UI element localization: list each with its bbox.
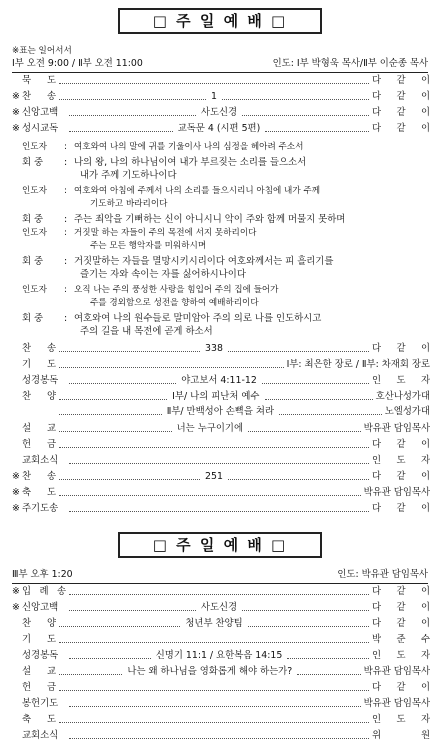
label-part: 같 [396, 586, 406, 598]
order-label [22, 682, 56, 693]
reading-text: 거짓말 하는 자들이 주의 목전에 서지 못하리이다 [74, 228, 257, 238]
label-part: 금 [46, 682, 56, 694]
order-performer: 박유관 담임목사 [363, 666, 430, 678]
order-row [12, 358, 430, 372]
order-performer [372, 634, 430, 645]
reading-speaker: 인도자 [22, 142, 47, 152]
order-detail: 야고보서 4:11-12 [181, 375, 257, 387]
label-part: 헌 [22, 682, 32, 694]
label-part: 인 [372, 650, 382, 662]
reading-speaker: 회 중 [22, 256, 44, 267]
dot-leader [59, 399, 167, 400]
label-part: 다 [372, 439, 382, 451]
label-part: 찬 [22, 91, 32, 103]
leader-dots [56, 423, 364, 434]
label-part: 이 [420, 503, 430, 515]
order-performer [372, 343, 430, 354]
order-detail: 너는 누구이기에 [176, 423, 243, 435]
label-part: 도 [396, 714, 406, 726]
label-part: 다 [372, 123, 382, 135]
label-part: 기 [22, 359, 32, 371]
label-part: 같 [396, 618, 406, 630]
label-part: 송 [46, 343, 56, 355]
order-performer: Ⅰ부: 최은한 장로 / Ⅱ부: 차재회 장로 [286, 359, 430, 371]
label-part: 다 [372, 343, 382, 355]
order-performer: 박유관 담임목사 [363, 698, 430, 710]
leader-dots [56, 471, 372, 482]
label-part: 다 [372, 618, 382, 630]
reading-colon: : [64, 313, 68, 324]
order-detail: 청년부 찬양팀 [185, 618, 243, 630]
order-detail: 사도신경 [200, 602, 238, 614]
order-row [12, 681, 430, 695]
label-part: 이 [420, 682, 430, 694]
leader-dots [66, 461, 372, 462]
leader-dots [66, 107, 372, 118]
label-part: 다 [372, 503, 382, 515]
dot-leader [69, 706, 361, 707]
order-detail: 신명기 11:1 / 요한복음 14:15 [155, 650, 283, 662]
dot-leader [59, 83, 369, 84]
order-label [22, 439, 56, 450]
label-part: 도 [46, 487, 56, 499]
leader-dots [56, 406, 385, 417]
order-performer [372, 682, 430, 693]
order-row [12, 502, 430, 516]
label-part: 찬 [22, 618, 32, 630]
dot-leader [59, 351, 200, 352]
dot-leader [265, 399, 373, 400]
order-row [12, 470, 430, 484]
leader-dots [66, 123, 372, 134]
order-row [12, 438, 430, 452]
order-performer [372, 503, 430, 514]
label-part: 도 [396, 455, 406, 467]
reading-colon: : [64, 157, 68, 168]
reading-text: 여호와여 나의 원수들로 말미암아 주의 의로 나를 인도하시고 [74, 313, 322, 324]
order-row [12, 665, 430, 679]
label-part: 헌 [22, 439, 32, 451]
dot-leader [262, 383, 369, 384]
dot-leader [59, 479, 200, 480]
dot-leader [69, 115, 196, 116]
order-performer [372, 91, 430, 102]
section1-title: □ 주 일 예 배 □ [118, 8, 322, 34]
label-part: 자 [420, 375, 430, 387]
order-performer [372, 471, 430, 482]
label-part: 다 [372, 107, 382, 119]
dot-leader [59, 495, 361, 496]
dot-leader [69, 511, 369, 512]
leader-dots [66, 509, 372, 510]
dot-leader [228, 351, 369, 352]
order-label [22, 586, 66, 597]
order-label [22, 391, 56, 402]
label-part: 도 [396, 650, 406, 662]
leader-dots [56, 81, 372, 82]
order-performer: 노엘성가대 [384, 406, 430, 418]
order-performer: 박유관 담임목사 [363, 487, 430, 499]
label-part: 축 [22, 487, 32, 499]
dot-leader [59, 674, 122, 675]
order-row [12, 585, 430, 599]
label-part: 찬 [22, 391, 32, 403]
divider [12, 583, 428, 584]
leader-dots [56, 365, 287, 366]
order-performer: 호산나성가대 [375, 391, 430, 403]
reading-colon: : [64, 285, 67, 295]
dot-leader [265, 131, 369, 132]
label-part: 설 [22, 423, 32, 435]
order-performer [372, 455, 430, 466]
order-row [12, 697, 430, 711]
order-performer [372, 650, 430, 661]
dot-leader [59, 722, 369, 723]
dot-leader [69, 610, 196, 611]
order-row [12, 106, 430, 120]
dot-leader [69, 131, 173, 132]
dot-leader [69, 463, 369, 464]
standing-mark: ※ [12, 586, 20, 598]
reading-text: 여호와여 아침에 주께서 나의 소리를 들으시리니 아침에 내가 주께 [74, 186, 320, 196]
label-part: 다 [372, 75, 382, 87]
dot-leader [222, 99, 369, 100]
dot-leader [59, 626, 180, 627]
reading-colon: : [64, 186, 67, 196]
reading-speaker: 인도자 [22, 186, 47, 196]
leader-dots [56, 91, 372, 102]
label-part: 같 [396, 75, 406, 87]
order-label [22, 423, 56, 434]
order-label: 교회소식 [22, 455, 59, 467]
reading-text: 즐기는 자와 속이는 자를 싫어하시나이다 [80, 269, 246, 280]
label-part: 이 [420, 75, 430, 87]
leader-dots [66, 650, 372, 661]
order-row [12, 486, 430, 500]
order-detail: 사도신경 [200, 107, 238, 119]
label-part: 이 [420, 439, 430, 451]
label-part: 이 [420, 602, 430, 614]
leader-dots [56, 618, 372, 629]
label-part: 송 [46, 471, 56, 483]
label-part: 이 [420, 107, 430, 119]
service-leader: 인도: 박유관 담임목사 [337, 569, 428, 580]
leader-dots [56, 493, 364, 494]
order-label [22, 618, 56, 629]
order-performer [372, 123, 430, 134]
dot-leader [228, 479, 369, 480]
reading-colon: : [64, 228, 67, 238]
standing-mark: ※ [12, 91, 20, 103]
label-part: 교 [46, 666, 56, 678]
reading-colon: : [64, 256, 68, 267]
label-part: 박 [372, 634, 382, 646]
label-part: 다 [372, 586, 382, 598]
reading-text: 주는 모든 행악자를 미워하시며 [90, 241, 207, 251]
dot-leader [59, 690, 369, 691]
dot-leader [242, 115, 369, 116]
order-label: 신앙고백 [22, 107, 59, 119]
label-part: 례 [39, 586, 49, 598]
service-time-line [12, 58, 428, 69]
leader-dots [66, 592, 372, 593]
order-label [22, 75, 56, 86]
order-detail: 251 [205, 471, 223, 483]
order-label [22, 471, 56, 482]
leader-dots [56, 666, 364, 677]
divider [12, 72, 428, 73]
label-part: 같 [396, 682, 406, 694]
order-performer [372, 107, 430, 118]
label-part: 자 [420, 650, 430, 662]
label-part: 도 [46, 714, 56, 726]
label-part: 이 [420, 471, 430, 483]
leader-dots [56, 688, 372, 689]
label-part: 설 [22, 666, 32, 678]
leader-dots [66, 602, 372, 613]
order-performer [372, 714, 430, 725]
label-part: 위 [372, 730, 382, 742]
leader-dots [56, 445, 372, 446]
dot-leader [248, 431, 361, 432]
label-part: 이 [420, 343, 430, 355]
label-part: 같 [396, 343, 406, 355]
reading-speaker: 회 중 [22, 214, 44, 225]
dot-leader [59, 447, 369, 448]
order-row [12, 454, 430, 468]
label-part: 이 [420, 618, 430, 630]
label-part: 찬 [22, 343, 32, 355]
order-row [12, 90, 430, 104]
reading-speaker: 인도자 [22, 228, 47, 238]
reading-text: 주의 길을 내 목전에 곧게 하소서 [80, 326, 213, 337]
label-part: 인 [372, 455, 382, 467]
standing-mark: ※ [12, 107, 20, 119]
label-part: 이 [420, 586, 430, 598]
order-row [12, 374, 430, 388]
order-performer [372, 618, 430, 629]
order-label [22, 91, 56, 102]
reading-text: 거짓말하는 자들을 멸망시키시리이다 여호와께서는 피 흘리기를 [74, 256, 334, 267]
standing-mark: ※ [12, 471, 20, 483]
dot-leader [59, 414, 162, 415]
dot-leader [69, 594, 369, 595]
label-part: 찬 [22, 471, 32, 483]
order-label: 성경봉독 [22, 375, 59, 387]
service-leader: 인도: Ⅰ부 박형욱 목사/Ⅱ부 이순종 목사 [272, 58, 428, 69]
order-label [22, 714, 56, 725]
label-part: 같 [396, 107, 406, 119]
label-part: 송 [56, 586, 66, 598]
label-part: 인 [372, 375, 382, 387]
dot-leader [59, 367, 284, 368]
order-performer [372, 375, 430, 386]
label-part: 축 [22, 714, 32, 726]
label-part: 같 [396, 503, 406, 515]
dot-leader [287, 658, 369, 659]
label-part: 같 [396, 123, 406, 135]
order-row [12, 729, 430, 743]
label-part: 자 [420, 714, 430, 726]
order-detail: 338 [205, 343, 223, 355]
order-row [12, 617, 430, 631]
reading-text: 오직 나는 주의 풍성한 사랑을 힘입어 주의 집에 들어가 [74, 285, 279, 295]
order-label [22, 359, 56, 370]
order-detail: Ⅱ부/ 만백성아 손뼉을 쳐라 [166, 406, 274, 418]
order-detail: 교독문 4 (시편 5편) [177, 123, 261, 135]
order-row [12, 601, 430, 615]
label-part: 같 [396, 471, 406, 483]
leader-dots [56, 640, 372, 641]
label-part: 자 [420, 455, 430, 467]
leader-dots [56, 391, 376, 402]
order-performer [372, 730, 430, 741]
reading-text: 주를 경외함으로 성전을 향하여 예배하리이다 [90, 298, 259, 308]
order-label [22, 343, 56, 354]
leader-dots [66, 704, 364, 705]
standing-note: ※표는 일어서서 [12, 46, 72, 56]
order-performer [372, 586, 430, 597]
dot-leader [248, 626, 369, 627]
order-row [12, 390, 430, 404]
order-label [22, 666, 56, 677]
label-part: 같 [396, 602, 406, 614]
order-label: 주기도송 [22, 503, 59, 515]
reading-speaker: 회 중 [22, 157, 44, 168]
label-part: 도 [46, 359, 56, 371]
label-part: 묵 [22, 75, 32, 87]
reading-speaker: 인도자 [22, 285, 47, 295]
label-part: 다 [372, 602, 382, 614]
section2-title: □ 주 일 예 배 □ [118, 532, 322, 558]
reading-text: 내가 주께 기도하나이다 [80, 170, 177, 181]
order-row [12, 342, 430, 356]
dot-leader [59, 642, 369, 643]
order-row [12, 713, 430, 727]
order-row [12, 74, 430, 88]
label-part: 원 [420, 730, 430, 742]
label-part: 이 [420, 91, 430, 103]
standing-mark: ※ [12, 602, 20, 614]
dot-leader [279, 414, 382, 415]
dot-leader [297, 674, 360, 675]
label-part: 다 [372, 471, 382, 483]
order-performer [372, 439, 430, 450]
label-part: 다 [372, 682, 382, 694]
order-detail: 1 [211, 91, 217, 103]
label-part: 이 [420, 123, 430, 135]
leader-dots [66, 375, 372, 386]
leader-dots [66, 736, 372, 737]
label-part: 송 [46, 91, 56, 103]
dot-leader [69, 383, 176, 384]
label-part: 도 [46, 75, 56, 87]
label-part: 수 [420, 634, 430, 646]
dot-leader [59, 99, 206, 100]
dot-leader [69, 738, 369, 739]
order-row [12, 649, 430, 663]
label-part: 기 [22, 634, 32, 646]
reading-colon: : [64, 142, 67, 152]
label-part: 금 [46, 439, 56, 451]
leader-dots [56, 343, 372, 354]
order-performer [372, 602, 430, 613]
service-time: Ⅰ부 오전 9:00 / Ⅱ부 오전 11:00 [12, 58, 143, 69]
standing-mark: ※ [12, 487, 20, 499]
reading-speaker: 회 중 [22, 313, 44, 324]
dot-leader [59, 431, 172, 432]
order-performer: 박유관 담임목사 [363, 423, 430, 435]
reading-text: 여호와여 나의 말에 귀를 기울이사 나의 심정을 헤아려 주소서 [74, 142, 304, 152]
order-label [22, 487, 56, 498]
reading-text: 나의 왕, 나의 하나님이여 내가 부르짖는 소리를 들으소서 [74, 157, 307, 168]
order-row [12, 405, 430, 419]
label-part: 입 [22, 586, 32, 598]
label-part: 도 [46, 634, 56, 646]
reading-text: 주는 죄악을 기뻐하는 신이 아니시니 악이 주와 함께 머물지 못하며 [74, 214, 346, 225]
order-row [12, 122, 430, 136]
order-label [22, 634, 56, 645]
label-part: 다 [372, 91, 382, 103]
order-row [12, 633, 430, 647]
dot-leader [69, 658, 151, 659]
order-row [12, 422, 430, 436]
order-label: 성경봉독 [22, 650, 59, 662]
label-part: 준 [396, 634, 406, 646]
order-label: 신앙고백 [22, 602, 59, 614]
label-part: 같 [396, 91, 406, 103]
label-part: 양 [46, 391, 56, 403]
standing-mark: ※ [12, 503, 20, 515]
label-part: 양 [46, 618, 56, 630]
order-label: 봉헌기도 [22, 698, 59, 710]
service-time: Ⅲ부 오후 1:20 [12, 569, 73, 580]
label-part: 도 [396, 375, 406, 387]
label-part: 같 [396, 439, 406, 451]
order-detail: 나는 왜 하나님을 영화롭게 해야 하는가? [127, 666, 293, 678]
order-detail: Ⅰ부/ 나의 피난처 예수 [172, 391, 260, 403]
dot-leader [242, 610, 369, 611]
label-part: 인 [372, 714, 382, 726]
service-time-line [12, 569, 428, 580]
order-label: 성시교독 [22, 123, 59, 135]
order-performer [372, 75, 430, 86]
label-part: 교 [46, 423, 56, 435]
reading-text: 기도하고 바라리이다 [90, 199, 168, 209]
standing-mark: ※ [12, 123, 20, 135]
reading-colon: : [64, 214, 68, 225]
leader-dots [56, 720, 372, 721]
order-label: 교회소식 [22, 730, 59, 742]
